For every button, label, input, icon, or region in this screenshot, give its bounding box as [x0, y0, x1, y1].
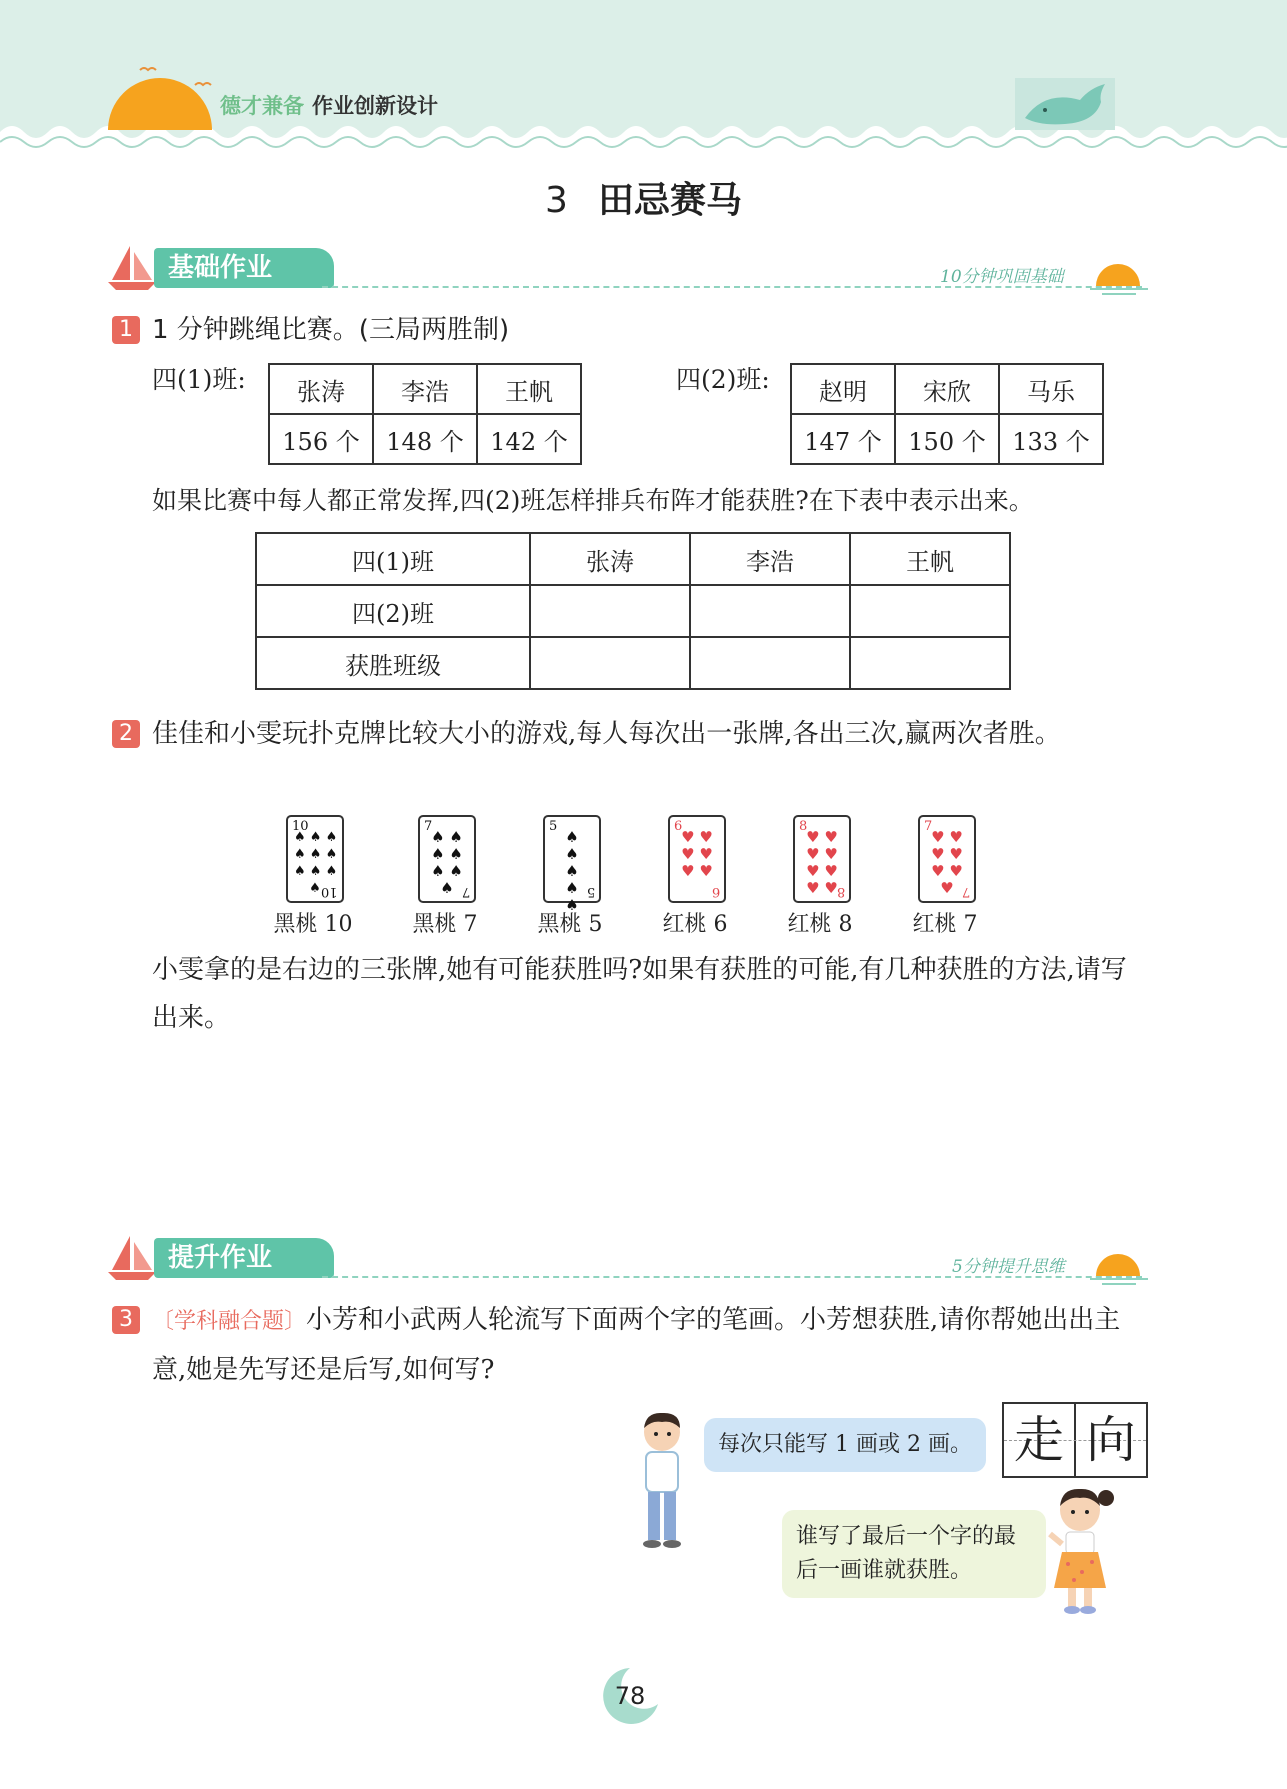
small-sun-icon — [1090, 254, 1150, 296]
class1-score-cell: 142 个 — [477, 414, 581, 464]
card-rank: 8 — [799, 819, 808, 834]
card-pips: ♥ ♥ ♥ ♥ ♥ ♥ ♥ ♥ — [806, 828, 838, 897]
sailboat-icon — [108, 1234, 158, 1280]
class2-name-cell: 赵明 — [791, 364, 895, 414]
question-3-badge: 3 — [112, 1306, 140, 1334]
card-pips: ♥ ♥ ♥ ♥ ♥ ♥ — [681, 828, 713, 880]
answer-table-header: 王帆 — [850, 533, 1010, 585]
class1-score-cell: 156 个 — [269, 414, 373, 464]
section-basic-label: 基础作业 — [154, 248, 334, 288]
card-pips: ♠ ♠ ♠ ♠ ♠ ♠ ♠ — [431, 828, 463, 897]
card-pips: ♠ ♠ ♠ ♠ ♠ ♠ ♠ ♠ ♠ ♠ — [294, 830, 338, 896]
character-grid — [1002, 1402, 1148, 1478]
card-rank: 10 — [292, 819, 309, 834]
card-label: 黑桃 10 — [273, 912, 353, 937]
card-label: 红桃 8 — [787, 912, 853, 937]
card-rank-inverted: 6 — [711, 884, 720, 899]
answer-table — [255, 532, 1011, 690]
answer-blank-cell[interactable] — [690, 637, 850, 689]
class2-name-cell: 宋欣 — [895, 364, 999, 414]
card-label: 红桃 7 — [912, 912, 978, 937]
class1-label: 四(1)班: — [152, 365, 246, 394]
question-2-question: 小雯拿的是右边的三张牌,她有可能获胜吗?如果有获胜的可能,有几种获胜的方法,请写出来。 — [152, 955, 1127, 1033]
playing-card — [543, 815, 601, 914]
class1-name-cell: 李浩 — [373, 364, 477, 414]
card-rank-inverted: 5 — [586, 884, 595, 899]
answer-table-header: 四(1)班 — [256, 533, 530, 585]
section-basic-subtitle: 10分钟巩固基础 — [940, 267, 1064, 287]
playing-card — [793, 815, 851, 903]
playing-card — [418, 815, 476, 903]
class2-score-cell: 133 个 — [999, 414, 1103, 464]
question-3-text — [152, 1296, 1152, 1394]
card-rank: 5 — [549, 819, 558, 834]
class2-score-cell: 147 个 — [791, 414, 895, 464]
answer-row-label: 四(2)班 — [256, 585, 530, 637]
class2-name-cell: 马乐 — [999, 364, 1103, 414]
section-advanced-label: 提升作业 — [154, 1238, 334, 1278]
answer-blank-cell[interactable] — [850, 637, 1010, 689]
question-1-badge: 1 — [112, 316, 140, 344]
girl-speech-bubble: 谁写了最后一个字的最后一画谁就获胜。 — [782, 1510, 1046, 1598]
card-pips: ♠ ♠ ♠ ♠ ♠ — [565, 828, 579, 914]
section-advanced-subtitle: 5分钟提升思维 — [952, 1257, 1065, 1277]
boy-character-icon — [632, 1410, 692, 1550]
class2-score-table — [790, 363, 1104, 465]
card-rank-inverted: 10 — [321, 884, 338, 899]
page-title — [0, 172, 1287, 223]
character-xiang: 向 — [1086, 1411, 1136, 1469]
card-rank: 7 — [424, 819, 433, 834]
whale-icon — [1015, 78, 1115, 130]
brand-title — [220, 90, 438, 120]
small-sun-icon — [1090, 1244, 1150, 1286]
card-rank-inverted: 7 — [961, 884, 970, 899]
playing-cards-row — [0, 815, 1287, 935]
question-1-prompt: 如果比赛中每人都正常发挥,四(2)班怎样排兵布阵才能获胜?在下表中表示出来。 — [152, 486, 1034, 515]
answer-blank-cell[interactable] — [850, 585, 1010, 637]
girl-character-icon — [1040, 1484, 1120, 1616]
question-2-text: 佳佳和小雯玩扑克牌比较大小的游戏,每人每次出一张牌,各出三次,赢两次者胜。 — [152, 719, 1061, 749]
lesson-number: 3 — [545, 180, 568, 221]
card-rank-inverted: 8 — [836, 884, 845, 899]
boy-speech-bubble: 每次只能写 1 画或 2 画。 — [704, 1418, 986, 1472]
card-label: 红桃 6 — [662, 912, 728, 937]
answer-row-label: 获胜班级 — [256, 637, 530, 689]
question-3-body: 小芳和小武两人轮流写下面两个字的笔画。小芳想获胜,请你帮她出出主意,她是先写还是后写,如何写? — [152, 1305, 1121, 1385]
card-rank: 6 — [674, 819, 683, 834]
playing-card — [286, 815, 344, 903]
answer-table-header: 李浩 — [690, 533, 850, 585]
card-label: 黑桃 5 — [537, 912, 603, 937]
answer-blank-cell[interactable] — [530, 637, 690, 689]
sailboat-icon — [108, 244, 158, 290]
question-2-badge: 2 — [112, 720, 140, 748]
class1-score-table — [268, 363, 582, 465]
answer-blank-cell[interactable] — [530, 585, 690, 637]
class2-label: 四(2)班: — [676, 365, 770, 394]
answer-blank-cell[interactable] — [690, 585, 850, 637]
lesson-title: 田忌赛马 — [597, 180, 742, 221]
card-pips: ♥ ♥ ♥ ♥ ♥ ♥ ♥ — [931, 828, 963, 897]
brand-dark-text: 作业创新设计 — [312, 94, 438, 118]
page-number: 78 — [614, 1682, 646, 1710]
class1-name-cell: 王帆 — [477, 364, 581, 414]
card-label: 黑桃 7 — [412, 912, 478, 937]
question-1-text: 1 分钟跳绳比赛。(三局两胜制) — [152, 315, 510, 345]
class1-score-cell: 148 个 — [373, 414, 477, 464]
sun-icon — [100, 60, 220, 130]
subject-fusion-tag: 〔学科融合题〕 — [152, 1309, 307, 1334]
card-rank: 7 — [924, 819, 933, 834]
class1-name-cell: 张涛 — [269, 364, 373, 414]
class2-score-cell: 150 个 — [895, 414, 999, 464]
character-zou: 走 — [1014, 1411, 1064, 1469]
answer-table-header: 张涛 — [530, 533, 690, 585]
playing-card — [918, 815, 976, 903]
card-rank-inverted: 7 — [461, 884, 470, 899]
playing-card — [668, 815, 726, 903]
brand-green-text: 德才兼备 — [220, 94, 304, 118]
